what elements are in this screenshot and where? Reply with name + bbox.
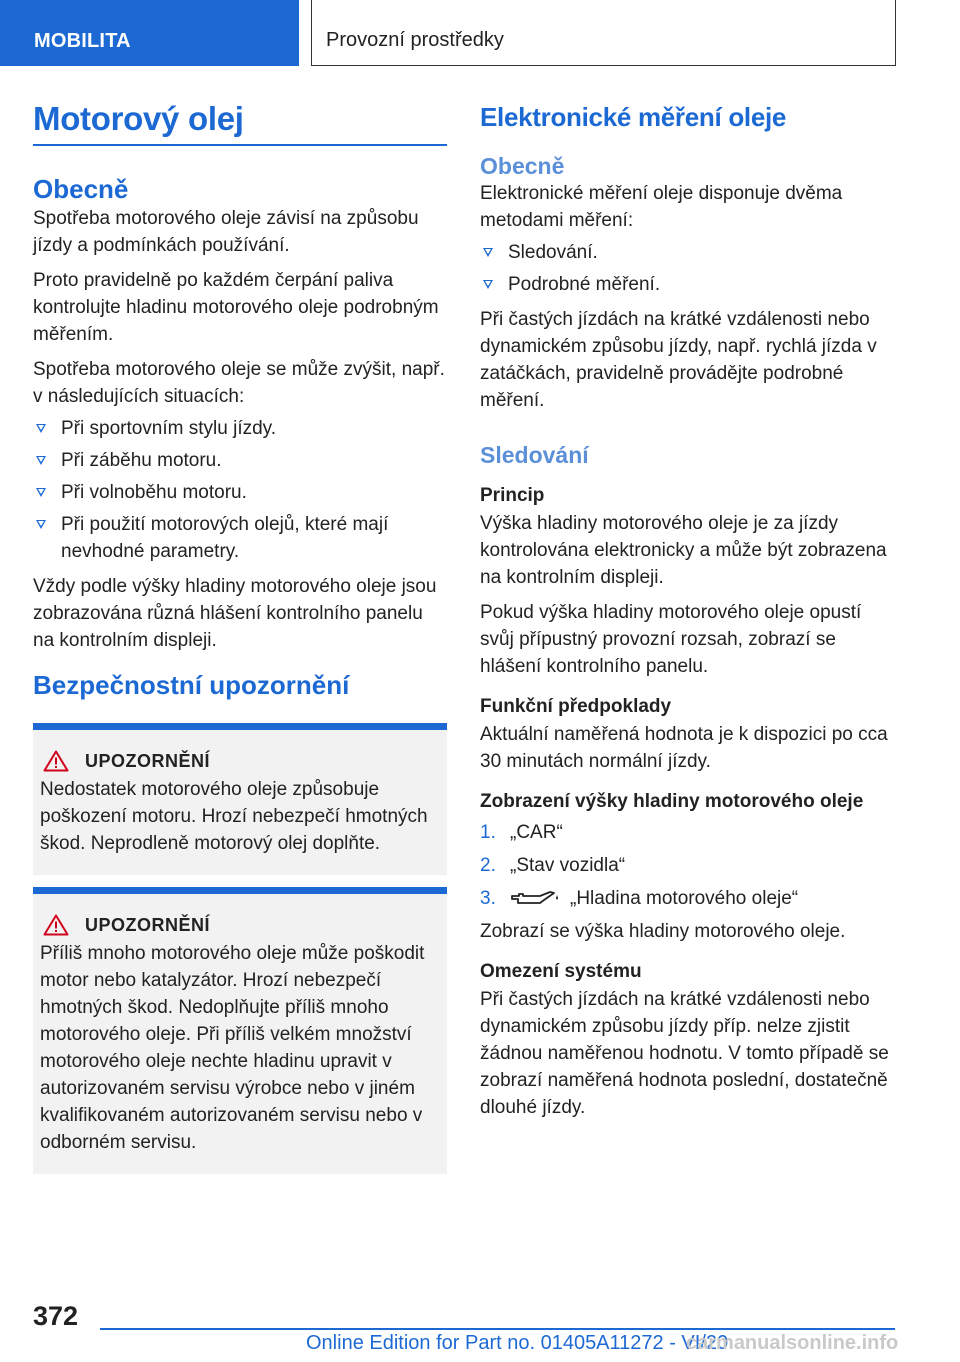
paragraph: Výška hladiny motorového oleje je za jízdy kontrolována elektronicky a může být zobrazena na kontrolním displeji. [480,513,887,588]
paragraph: Aktuální naměřená hodnota je k dispozici po cca 30 minutách normální jízdy. [480,724,888,772]
section-heading-monitoring: Sledování [480,442,589,468]
subheading-system-limits: Omezení systému [480,961,642,982]
warning-box [33,723,447,875]
list-item: 3. „Hladina motorového oleje“ [480,888,799,909]
page-title: Motorový olej [33,100,447,146]
left-column [33,100,447,1174]
triangle-bullet-icon [483,280,493,289]
triangle-bullet-icon [36,488,46,497]
paragraph: Při častých jízdách na krátké vzdálenosti nebo dynamickém způsobu jízdy příp. nelze zjistit žádnou naměřenou hodnotu. V tomto případě se zobrazí naměřená hodnota poslední, dostatečně dlouhé jízdy. [480,989,889,1118]
paragraph: Spotřeba motorového oleje závisí na způsobu jízdy a podmínkách používání. [33,208,419,256]
list-item: 2. „Stav vozidla“ [480,855,626,876]
paragraph: Vždy podle výšky hladiny motorového oleje jsou zobrazována různá hlášení kontrolního panelu na kontrolním displeji. [33,576,437,651]
paragraph: Elektronické měření oleje disponuje dvěma metodami měření: [480,183,843,231]
right-column [480,100,894,1121]
paragraph: Proto pravidelně po každém čerpání paliva kontrolujte hladinu motorového oleje podrobným měřením. [33,270,439,345]
list-item: 1. „CAR“ [480,822,563,843]
warning-triangle-icon [43,750,69,772]
list-item: Při záběhu motoru. [33,447,447,474]
edition-text: Online Edition for Part no. 01405A11272 - VI/20 [306,1332,729,1354]
triangle-bullet-icon [36,520,46,529]
warning-box [33,887,447,1174]
section-title-electronic-measurement: Elektronické měření oleje [480,102,787,132]
triangle-bullet-icon [483,248,493,257]
watermark: carmanualsonline.info [686,1332,899,1354]
footer-divider [100,1328,895,1330]
warning-text: Nedostatek motorového oleje způsobuje poškození motoru. Hrozí nebezpečí hmotných škod. Neprodleně motorový olej doplňte. [40,779,428,854]
section-heading-general: Obecně [33,174,129,204]
warning-text: Příliš mnoho motorového oleje může poškodit motor nebo katalyzátor. Hrozí nebezpečí hmotných škod. Nedoplňujte příliš mnoho motorového oleje. Při příliš velkém množství motorového oleje nechte hladinu upravit v autorizovaném servisu výrobce nebo v jiném kvalifikovaném autorizovaném servisu nebo v odborném servisu. [40,943,425,1153]
paragraph: Zobrazí se výška hladiny motorového oleje. [480,921,846,942]
triangle-bullet-icon [36,424,46,433]
section-heading-general: Obecně [480,153,565,179]
method-list [480,239,894,298]
list-item: Podrobné měření. [480,271,894,298]
subheading-display-oil-level: Zobrazení výšky hladiny motorového oleje [480,791,864,812]
warning-title: UPOZORNĚNÍ [85,914,211,935]
triangle-bullet-icon [36,456,46,465]
list-item: Při volnoběhu motoru. [33,479,447,506]
list-item: Při použití motorových olejů, které mají nevhodné parametry. [33,511,447,565]
section-heading-safety: Bezpečnostní upozornění [33,670,350,700]
page-header [0,0,960,66]
chapter-tab: MOBILITA [0,0,299,66]
warning-title: UPOZORNĚNÍ [85,750,211,771]
oil-can-icon [510,890,560,906]
paragraph: Při častých jízdách na krátké vzdálenosti nebo dynamickém způsobu jízdy, např. rychlá jízda v zatáčkách, pravidelně provádějte podrobné měření. [480,309,877,411]
section-tab: Provozní prostředky [311,0,896,66]
list-item: Sledování. [480,239,894,266]
steps-list [480,819,894,912]
subheading-principle: Princip [480,485,545,506]
page-number: 372 [33,1301,79,1331]
situation-list [33,415,447,565]
list-item: Při sportovním stylu jízdy. [33,415,447,442]
warning-triangle-icon [43,914,69,936]
subheading-prerequisites: Funkční předpoklady [480,696,672,717]
paragraph: Pokud výška hladiny motorového oleje opustí svůj přípustný provozní rozsah, zobrazí se hlášení kontrolního panelu. [480,602,862,677]
paragraph: Spotřeba motorového oleje se může zvýšit, např. v následujících situacích: [33,359,445,407]
